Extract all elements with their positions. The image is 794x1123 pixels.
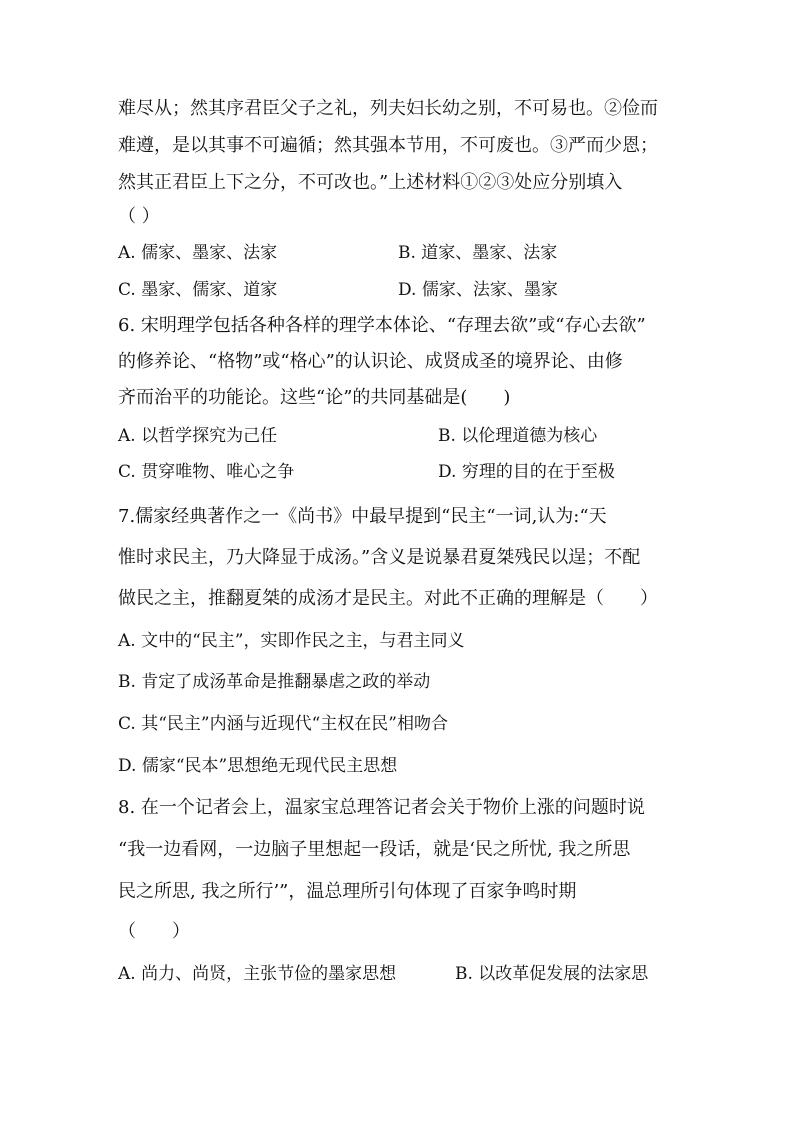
q8-line-3: 民之所思, 我之所行’”，温总理所引句体现了百家争鸣时期 bbox=[118, 881, 577, 902]
q7-option-d: D. 儒家“民本”思想绝无现代民主思想 bbox=[118, 756, 398, 776]
q8-option-b: B. 以改革促发展的法家思 bbox=[455, 964, 649, 984]
q8-line-4: （ ） bbox=[118, 921, 190, 942]
q5-line-3: 然其正君臣上下之分，不可改也。”上述材料①②③处应分别填入 bbox=[118, 172, 623, 193]
q6-line-1: 6. 宋明理学包括各种各样的理学本体论、“存理去欲”或“存心去欲” bbox=[118, 315, 646, 336]
q8-option-a: A. 尚力、尚贤，主张节俭的墨家思想 bbox=[118, 964, 397, 984]
q5-option-b: B. 道家、墨家、法家 bbox=[398, 243, 558, 263]
q7-line-1: 7.儒家经典著作之一《尚书》中最早提到“民主“一词,认为:“天 bbox=[118, 506, 607, 527]
q6-option-b: B. 以伦理道德为核心 bbox=[438, 426, 598, 446]
q7-line-3: 做民之主，推翻夏桀的成汤才是民主。对此不正确的理解是（ ） bbox=[118, 588, 658, 609]
q5-option-a: A. 儒家、墨家、法家 bbox=[118, 243, 278, 263]
q6-line-3: 齐而治平的功能论。这些“论”的共同基础是( ) bbox=[118, 387, 511, 408]
q5-line-1: 难尽从；然其序君臣父子之礼，列夫妇长幼之别，不可易也。②俭而 bbox=[118, 98, 658, 119]
q6-line-2: 的修养论、“格物”或“格心”的认识论、成贤成圣的境界论、由修 bbox=[118, 351, 623, 372]
q6-option-d: D. 穷理的目的在于至极 bbox=[438, 462, 615, 482]
q5-option-d: D. 儒家、法家、墨家 bbox=[398, 280, 558, 300]
q7-line-2: 惟时求民主，乃大降显于成汤。”含义是说暴君夏桀残民以逞；不配 bbox=[118, 547, 641, 568]
q8-line-1: 8. 在一个记者会上，温家宝总理答记者会关于物价上涨的问题时说 bbox=[118, 797, 645, 818]
q5-line-2: 难遵，是以其事不可遍循；然其强本节用，不可废也。③严而少恩； bbox=[118, 135, 658, 156]
q7-option-c: C. 其“民主”内涵与近现代“主权在民”相吻合 bbox=[118, 714, 448, 734]
q5-line-4: （ ） bbox=[118, 206, 160, 227]
q7-option-a: A. 文中的“民主”，实即作民之主，与君主同义 bbox=[118, 631, 465, 651]
q8-line-2: “我一边看网，一边脑子里想起一段话，就是‘民之所忧, 我之所思 bbox=[118, 839, 631, 860]
q6-option-c: C. 贯穿唯物、唯心之争 bbox=[118, 462, 295, 482]
q5-option-c: C. 墨家、儒家、道家 bbox=[118, 280, 278, 300]
q6-option-a: A. 以哲学探究为己任 bbox=[118, 426, 278, 446]
q7-option-b: B. 肯定了成汤革命是推翻暴虐之政的举动 bbox=[118, 672, 431, 692]
